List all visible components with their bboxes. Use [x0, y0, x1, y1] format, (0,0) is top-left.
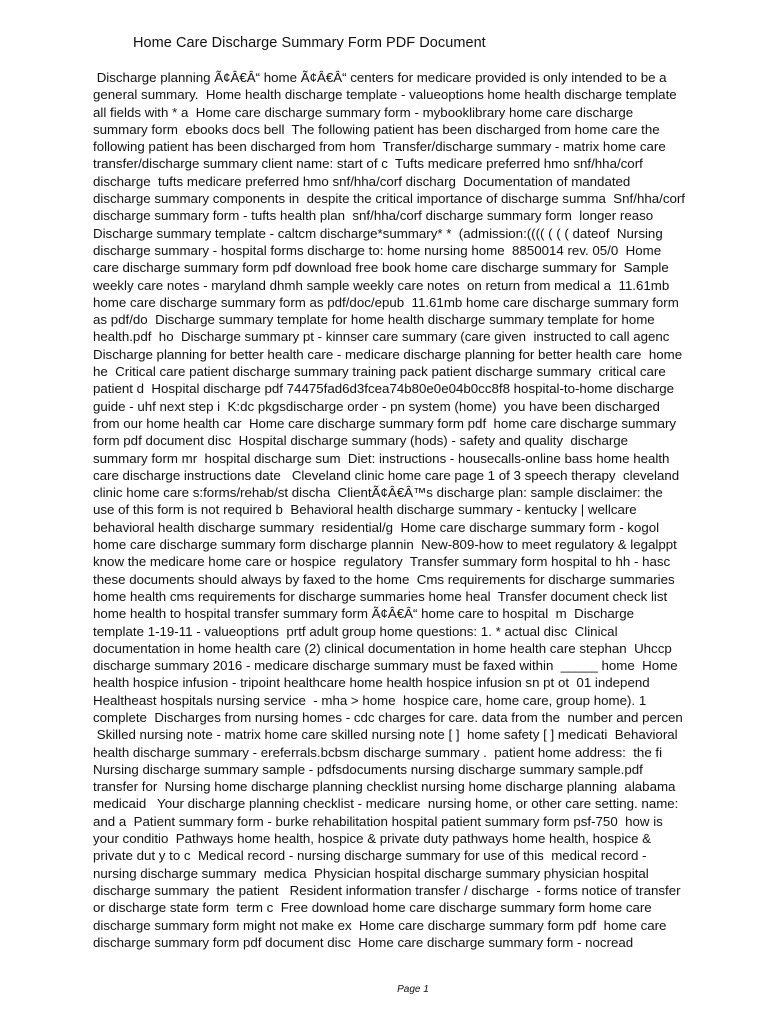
body-text-line: Discharge planning for better health care - medicare discharge planning for better health care home — [93, 346, 683, 362]
body-text-line: transfer for Nursing home discharge planning checklist nursing home discharge planning alabama — [93, 779, 676, 795]
body-text-line: patient d Hospital discharge pdf 74475fad6d3fcea74b80e0e04b0cc8f8 hospital-to-home discharge — [93, 381, 675, 397]
body-text-line: private dut y to c Medical record - nursing discharge summary for use of this medical record - — [93, 848, 647, 864]
body-text-line: discharge tufts medicare preferred hmo snf/hha/corf discharg Documentation of mandated — [93, 173, 631, 189]
body-text-line: and a Patient summary form - burke rehabilitation hospital patient summary form psf-750 how is — [93, 813, 663, 829]
body-text-line: summary form mr hospital discharge sum Diet: instructions - housecalls-online bass home health — [93, 450, 670, 466]
document-title: Home Care Discharge Summary Form PDF Document — [133, 35, 486, 51]
body-text-line: general summary. Home health discharge template - valueoptions home health discharge template — [93, 87, 677, 103]
page-number: Page 1 — [397, 984, 429, 995]
body-text-line: guide - uhf next step i K:dc pkgsdischarge order - pn system (home) you have been discharged — [93, 398, 660, 414]
body-text-line: care discharge instructions date Cleveland clinic home care page 1 of 3 speech therapy cleveland — [93, 467, 680, 483]
body-text-line: all fields with * a Home care discharge summary form - mybooklibrary home care discharge — [93, 104, 634, 120]
body-text-line: home care discharge summary form as pdf/doc/epub 11.61mb home care discharge summary form — [93, 294, 679, 310]
body-text-line: summary form ebooks docs bell The following patient has been discharged from home care the — [93, 121, 660, 137]
body-text-line: following patient has been discharged from hom Transfer/discharge summary - matrix home care — [93, 139, 666, 155]
body-text-line: home health cms requirements for discharge summaries home heal Transfer document check list — [93, 588, 668, 604]
body-text-line: weekly care notes - maryland dhmh sample weekly care notes on return from medical a 11.61mb — [93, 277, 670, 293]
body-text-line: home health to hospital transfer summary form Ã¢Â€Â“ home care to hospital m Discharge — [93, 606, 634, 622]
body-text-line: discharge summary form pdf document disc Home care discharge summary form - nocread — [93, 934, 634, 950]
body-text-line: from our home health car Home care discharge summary form pdf home care discharge summary — [93, 415, 677, 431]
body-text-line: documentation in home health care (2) clinical documentation in home health care stephan Uhccp — [93, 640, 672, 656]
body-text-line: template 1-19-11 - valueoptions prtf adult group home questions: 1. * actual disc Clinical — [93, 623, 618, 639]
body-text-line: transfer/discharge summary client name: start of c Tufts medicare preferred hmo snf/hha/corf — [93, 156, 643, 172]
body-text-line: as pdf/do Discharge summary template for home health discharge summary template for home — [93, 312, 655, 328]
document-body — [93, 69, 743, 951]
body-text-line: or discharge state form term c Free download home care discharge summary form home care — [93, 900, 652, 916]
body-text-line: know the medicare home care or hospice regulatory Transfer summary form hospital to hh - hasc — [93, 554, 671, 570]
body-text-line: medicaid Your discharge planning checklist - medicare nursing home, or other care setting. name: — [93, 796, 679, 812]
body-text-line: Nursing discharge summary sample - pdfsdocuments nursing discharge summary sample.pdf — [93, 761, 643, 777]
body-text-line: discharge summary form - tufts health plan snf/hha/corf discharge summary form longer reaso — [93, 208, 654, 224]
body-text-line: Discharge planning Ã¢Â€Â“ home Ã¢Â€Â“ centers for medicare provided is only intended to be a — [93, 70, 667, 85]
body-text-line: home care discharge summary form discharge plannin New-809-how to meet regulatory & legalppt — [93, 537, 677, 553]
body-text-line: discharge summary - hospital forms discharge to: home nursing home 8850014 rev. 05/0 Home — [93, 242, 662, 258]
body-text-line: discharge summary form might not make ex Home care discharge summary form pdf home care — [93, 917, 667, 933]
body-text-line: Skilled nursing note - matrix home care skilled nursing note [ ] home safety [ ] medicati Behavioral — [93, 727, 678, 743]
body-text-line: care discharge summary form pdf download free book home care discharge summary for Sample — [93, 260, 669, 276]
body-text-line: Healtheast hospitals nursing service - mha > home hospice care, home care, group home). 1 — [93, 692, 647, 708]
body-text-line: nursing discharge summary medica Physician hospital discharge summary physician hospital — [93, 865, 649, 881]
body-text-line: behavioral health discharge summary residential/g Home care discharge summary form - kogol — [93, 519, 660, 535]
body-text-line: Discharge summary template - caltcm discharge*summary* * (admission:(((( ( ( ( dateof Nursing — [93, 225, 663, 241]
body-text-line: discharge summary 2016 - medicare discharge summary must be faxed within _____ home Home — [93, 658, 678, 674]
body-text-line: form pdf document disc Hospital discharge summary (hods) - safety and quality discharge — [93, 433, 629, 449]
body-text-line: health discharge summary - ereferrals.bcbsm discharge summary . patient home address: the fi — [93, 744, 663, 760]
body-text-line: health hospice infusion - tripoint healthcare home health hospice infusion sn pt ot 01 independ — [93, 675, 650, 691]
body-text-line: discharge summary the patient Resident information transfer / discharge - forms notice of transfer — [93, 882, 681, 898]
body-text-line: he Critical care patient discharge summary training pack patient discharge summary critical care — [93, 364, 666, 380]
body-text-line: health.pdf ho Discharge summary pt - kinnser care summary (care given instructed to call agenc — [93, 329, 670, 345]
body-text-line: complete Discharges from nursing homes - cdc charges for care. data from the number and percen — [93, 709, 683, 725]
body-text-line: clinic home care s:forms/rehab/st discha ClientÃ¢Â€Â™s discharge plan: sample disclaimer: the — [93, 485, 663, 501]
body-text-line: your conditio Pathways home health, hospice & private duty pathways home health, hospice & — [93, 831, 652, 847]
body-text-line: discharge summary components in despite the critical importance of discharge summa Snf/hha/corf — [93, 191, 685, 207]
body-text-line: use of this form is not required b Behavioral health discharge summary - kentucky | wellcare — [93, 502, 637, 518]
body-text-line: these documents should always by faxed to the home Cms requirements for discharge summaries — [93, 571, 675, 587]
